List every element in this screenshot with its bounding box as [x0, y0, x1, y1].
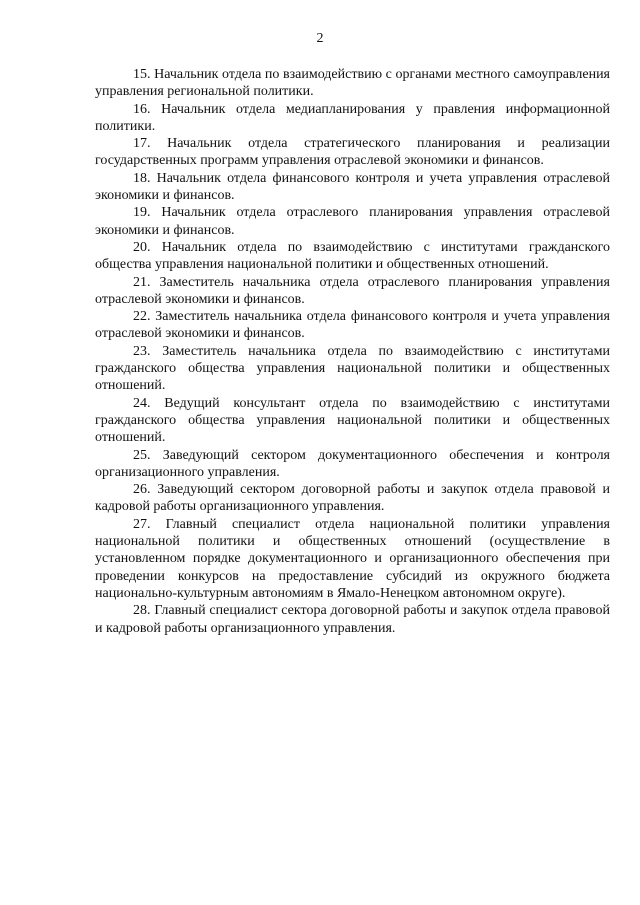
list-item: 27. Главный специалист отдела национальной политики управления национальной политики и общественных отношений (осуществление в установленном порядке документационного и организационного обеспечения при проведении конкурсов на предоставление субсидий из окружного бюджета национально-культурным автономиям в Ямало-Ненецком автономном округе). — [95, 516, 610, 601]
list-item: 26. Заведующий сектором договорной работы и закупок отдела правовой и кадровой работы организационного управления. — [95, 482, 610, 515]
list-item: 17. Начальник отдела стратегического планирования и реализации государственных программ управления отраслевой экономики и финансов. — [95, 136, 610, 169]
list-item: 28. Главный специалист сектора договорной работы и закупок отдела правовой и кадровой работы организационного управления. — [95, 603, 610, 636]
numbered-list — [95, 66, 610, 637]
list-item: 25. Заведующий сектором документационного обеспечения и контроля организационного управления. — [95, 447, 610, 480]
list-item: 16. Начальник отдела медиапланирования у правления информационной политики. — [95, 101, 610, 134]
list-item: 15. Начальник отдела по взаимодействию с органами местного самоуправления управления региональной политики. — [95, 67, 610, 100]
list-item: 20. Начальник отдела по взаимодействию с институтами гражданского общества управления национальной политики и общественных отношений. — [95, 239, 610, 273]
list-item: 21. Заместитель начальника отдела отраслевого планирования управления отраслевой экономики и финансов. — [95, 274, 610, 307]
list-item: 18. Начальник отдела финансового контроля и учета управления отраслевой экономики и финансов. — [95, 170, 610, 204]
list-item: 24. Ведущий консультант отдела по взаимодействию с институтами гражданского общества управления национальной политики и общественных отношений. — [95, 395, 610, 446]
list-item: 22. Заместитель начальника отдела финансового контроля и учета управления отраслевой экономики и финансов. — [95, 309, 610, 342]
list-item: 23. Заместитель начальника отдела по взаимодействию с институтами гражданского общества управления национальной политики и общественных отношений. — [95, 343, 610, 394]
page-number: 2 — [316, 31, 324, 46]
list-item: 19. Начальник отдела отраслевого планирования управления отраслевой экономики и финансов. — [95, 205, 610, 238]
